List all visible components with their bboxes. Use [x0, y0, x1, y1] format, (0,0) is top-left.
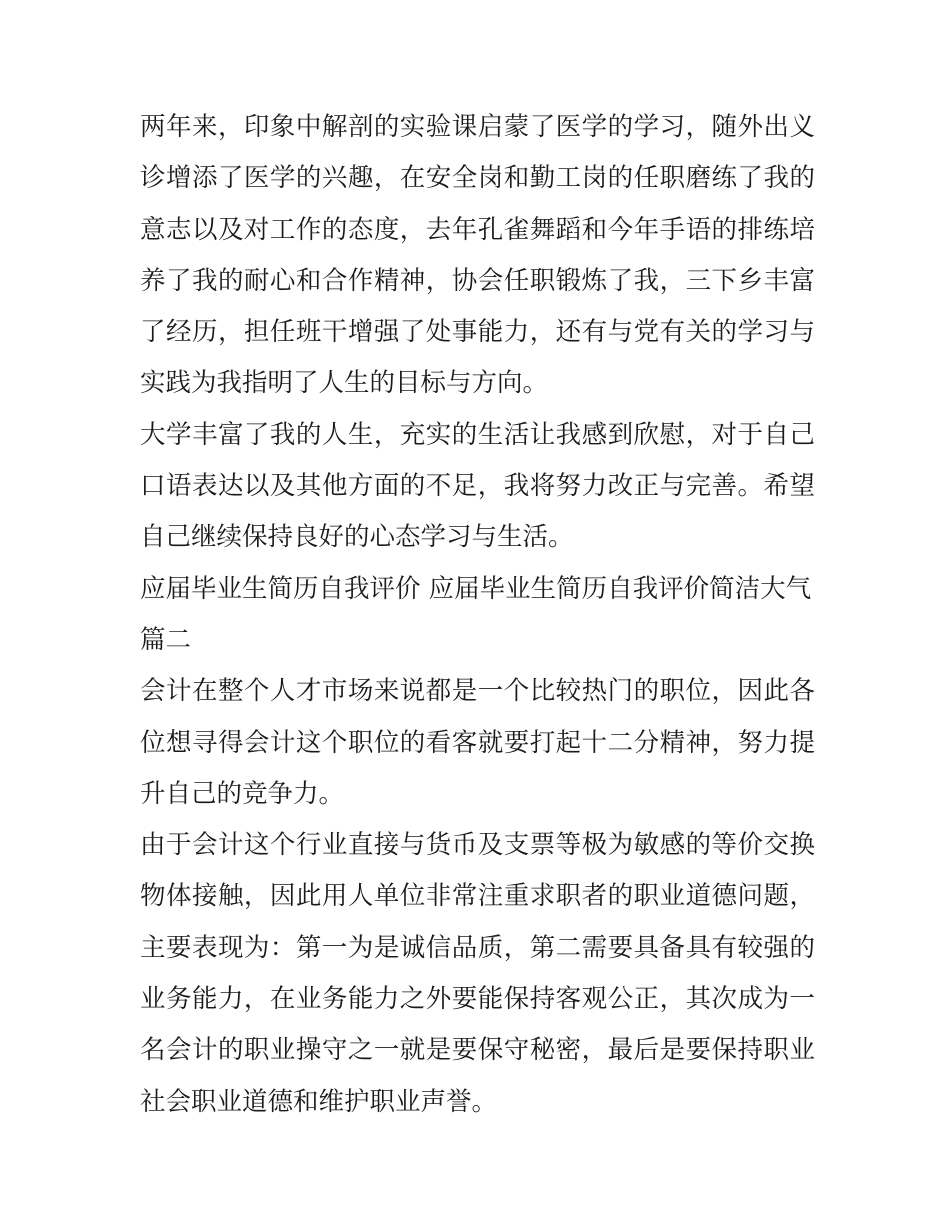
paragraph-accounting-ethics: 由于会计这个行业直接与货币及支票等极为敏感的等价交换物体接触，因此用人单位非常注重求职者的职业道德问题，主要表现为：第一为是诚信品质，第二需要具备具有较强的业务能力，在业务能力之外要能保持客观公正，其次成为一名会计的职业操守之一就是要保守秘密，最后是要保持职业社会职业道德和维护职业声誉。 [140, 830, 815, 1117]
paragraph-accounting-intro: 会计在整个人才市场来说都是一个比较热门的职位，因此各位想寻得会计这个职位的看客就要打起十二分精神，努力提升自己的竞争力。 [140, 676, 815, 809]
document-body [140, 102, 815, 1128]
section-heading: 应届毕业生简历自我评价 应届毕业生简历自我评价简洁大气 [140, 573, 812, 604]
section-subheading: 篇二 [140, 624, 192, 655]
paragraph-self-review-summary: 大学丰富了我的人生，充实的生活让我感到欣慰，对于自己口语表达以及其他方面的不足，我将努力改正与完善。希望自己继续保持良好的心态学习与生活。 [140, 419, 815, 553]
paragraph-self-review-experience: 两年来，印象中解剖的实验课启蒙了医学的学习，随外出义诊增添了医学的兴趣，在安全岗和勤工岗的任职磨练了我的意志以及对工作的态度，去年孔雀舞蹈和今年手语的排练培养了我的耐心和合作精神，协会任职锻炼了我，三下乡丰富了经历，担任班干增强了处事能力，还有与党有关的学习与实践为我指明了人生的目标与方向。 [140, 112, 815, 399]
